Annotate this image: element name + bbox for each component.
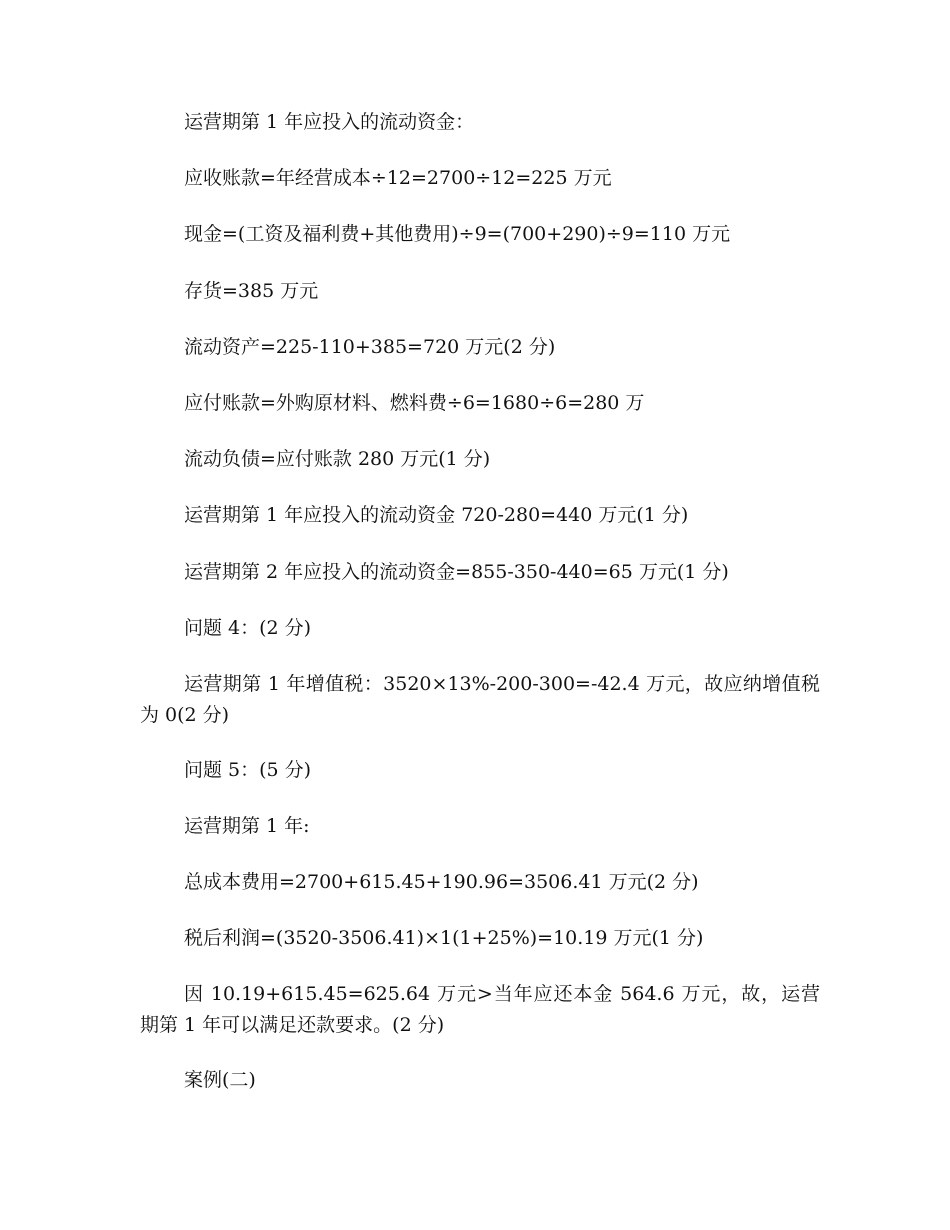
- paragraph-accounts-payable: 应付账款=外购原材料、燃料费÷6=1680÷6=280 万: [184, 392, 645, 414]
- paragraph-working-capital-year1: 运营期第 1 年应投入的流动资金 720-280=440 万元(1 分): [184, 504, 689, 526]
- paragraph-current-assets: 流动资产=225-110+385=720 万元(2 分): [184, 336, 556, 358]
- paragraph-accounts-receivable: 应收账款=年经营成本÷12=2700÷12=225 万元: [184, 167, 612, 189]
- paragraph-cash: 现金=(工资及福利费+其他费用)÷9=(700+290)÷9=110 万元: [184, 223, 731, 245]
- paragraph-operation-year1: 运营期第 1 年:: [184, 815, 310, 837]
- paragraph-total-cost: 总成本费用=2700+615.45+190.96=3506.41 万元(2 分): [184, 871, 699, 893]
- paragraph-current-liabilities: 流动负债=应付账款 280 万元(1 分): [184, 448, 491, 470]
- paragraph-working-capital-year1-heading: 运营期第 1 年应投入的流动资金：: [184, 111, 475, 133]
- paragraph-vat-year1: 运营期第 1 年增值税：3520×13%-200-300=-42.4 万元，故应纳增值税为 0(2 分): [140, 673, 820, 726]
- paragraph-after-tax-profit: 税后利润=(3520-3506.41)×1(1+25%)=10.19 万元(1 分): [184, 927, 704, 949]
- paragraph-working-capital-year2: 运营期第 2 年应投入的流动资金=855-350-440=65 万元(1 分): [184, 561, 729, 583]
- paragraph-question-4-heading: 问题 4：(2 分): [184, 617, 312, 639]
- paragraph-repayment-check: 因 10.19+615.45=625.64 万元>当年应还本金 564.6 万元，故，运营期第 1 年可以满足还款要求。(2 分): [140, 983, 820, 1036]
- paragraph-inventory: 存货=385 万元: [184, 280, 319, 302]
- paragraph-question-5-heading: 问题 5：(5 分): [184, 759, 312, 781]
- paragraph-case-two-heading: 案例(二): [184, 1069, 256, 1091]
